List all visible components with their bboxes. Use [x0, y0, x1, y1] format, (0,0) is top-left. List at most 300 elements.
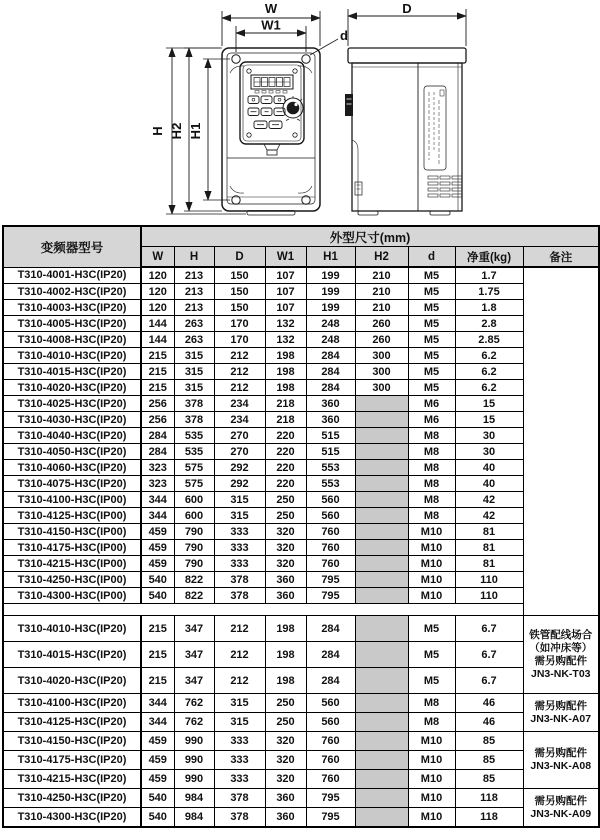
- col-header-h: H: [174, 247, 214, 268]
- mounting-hole-icon: [302, 55, 310, 63]
- side-label-icon: [355, 182, 362, 195]
- value-cell: 170: [214, 332, 265, 348]
- value-cell: 575: [174, 460, 214, 476]
- value-cell: 344: [141, 694, 174, 713]
- value-cell: 215: [141, 642, 174, 668]
- remark-cell: 需另购配件 JN3-NK-A09: [523, 789, 599, 828]
- table-row: [3, 556, 599, 572]
- remark-cell: 需另购配件 JN3-NK-A08: [523, 732, 599, 789]
- value-cell: [355, 770, 408, 789]
- value-cell: 323: [141, 476, 174, 492]
- table-row: [3, 332, 599, 348]
- table-row: [3, 284, 599, 300]
- value-cell: [355, 572, 408, 588]
- dim-label-w: W: [264, 1, 278, 16]
- value-cell: 540: [141, 572, 174, 588]
- value-cell: 212: [214, 348, 265, 364]
- value-cell: 320: [265, 751, 306, 770]
- value-cell: 15: [455, 396, 523, 412]
- value-cell: M5: [408, 267, 455, 284]
- value-cell: 250: [265, 492, 306, 508]
- value-cell: 284: [306, 364, 355, 380]
- value-cell: 107: [265, 300, 306, 316]
- value-cell: 107: [265, 267, 306, 284]
- dim-label-w1: W1: [261, 17, 281, 33]
- table-row: [3, 460, 599, 476]
- col-header-w: W: [141, 247, 174, 268]
- value-cell: 984: [174, 789, 214, 808]
- value-cell: 795: [306, 808, 355, 828]
- value-cell: 822: [174, 572, 214, 588]
- model-cell: T310-4125-H3C(IP20): [3, 713, 141, 732]
- col-header-weight: 净重(kg): [455, 247, 523, 268]
- value-cell: M5: [408, 316, 455, 332]
- value-cell: 360: [306, 396, 355, 412]
- value-cell: [355, 732, 408, 751]
- dimension-drawings: [0, 0, 600, 225]
- model-cell: T310-4020-H3C(IP20): [3, 668, 141, 694]
- value-cell: 30: [455, 428, 523, 444]
- model-cell: T310-4125-H3C(IP00): [3, 508, 141, 524]
- value-cell: 248: [306, 316, 355, 332]
- value-cell: M8: [408, 476, 455, 492]
- value-cell: 6.2: [455, 364, 523, 380]
- table-row: [3, 316, 599, 332]
- value-cell: 535: [174, 444, 214, 460]
- value-cell: 250: [265, 694, 306, 713]
- value-cell: 333: [214, 524, 265, 540]
- value-cell: 212: [214, 616, 265, 642]
- value-cell: 515: [306, 444, 355, 460]
- value-cell: 540: [141, 808, 174, 828]
- model-cell: T310-4100-H3C(IP20): [3, 694, 141, 713]
- value-cell: 212: [214, 668, 265, 694]
- value-cell: 263: [174, 332, 214, 348]
- model-cell: T310-4250-H3C(IP00): [3, 572, 141, 588]
- value-cell: 220: [265, 460, 306, 476]
- value-cell: M8: [408, 508, 455, 524]
- front-dimension-lines: [166, 11, 338, 214]
- value-cell: M5: [408, 364, 455, 380]
- value-cell: 260: [355, 316, 408, 332]
- value-cell: 256: [141, 412, 174, 428]
- value-cell: 320: [265, 556, 306, 572]
- value-cell: 459: [141, 751, 174, 770]
- value-cell: 292: [214, 460, 265, 476]
- value-cell: 220: [265, 444, 306, 460]
- value-cell: M5: [408, 380, 455, 396]
- value-cell: 81: [455, 556, 523, 572]
- value-cell: 85: [455, 732, 523, 751]
- value-cell: 284: [141, 428, 174, 444]
- value-cell: [355, 588, 408, 604]
- value-cell: 1.8: [455, 300, 523, 316]
- value-cell: 762: [174, 694, 214, 713]
- value-cell: 6.2: [455, 348, 523, 364]
- value-cell: 42: [455, 508, 523, 524]
- value-cell: 560: [306, 508, 355, 524]
- value-cell: 210: [355, 284, 408, 300]
- separator-row: [3, 604, 599, 616]
- model-cell: T310-4001-H3C(IP20): [3, 267, 141, 284]
- value-cell: 218: [265, 396, 306, 412]
- value-cell: 790: [174, 524, 214, 540]
- value-cell: 213: [174, 300, 214, 316]
- value-cell: 300: [355, 348, 408, 364]
- value-cell: 210: [355, 300, 408, 316]
- value-cell: 215: [141, 364, 174, 380]
- value-cell: 132: [265, 332, 306, 348]
- screw-icon: [247, 133, 251, 137]
- value-cell: 760: [306, 770, 355, 789]
- value-cell: 198: [265, 668, 306, 694]
- model-cell: T310-4010-H3C(IP20): [3, 348, 141, 364]
- value-cell: M5: [408, 616, 455, 642]
- table-row: [3, 476, 599, 492]
- table-row: [3, 540, 599, 556]
- value-cell: M10: [408, 588, 455, 604]
- table-row: [3, 694, 599, 713]
- value-cell: 315: [174, 348, 214, 364]
- value-cell: 292: [214, 476, 265, 492]
- model-cell: T310-4003-H3C(IP20): [3, 300, 141, 316]
- value-cell: 790: [174, 540, 214, 556]
- value-cell: 110: [455, 572, 523, 588]
- model-cell: T310-4060-H3C(IP20): [3, 460, 141, 476]
- col-header-h1: H1: [306, 247, 355, 268]
- value-cell: 760: [306, 540, 355, 556]
- value-cell: M10: [408, 770, 455, 789]
- panel-connector: [264, 144, 280, 150]
- vent-slots-icon: [428, 176, 462, 197]
- table-row: [3, 508, 599, 524]
- value-cell: 344: [141, 492, 174, 508]
- keypad-buttons-icon: [248, 96, 285, 129]
- value-cell: 300: [355, 364, 408, 380]
- value-cell: 1.75: [455, 284, 523, 300]
- value-cell: [355, 668, 408, 694]
- value-cell: M10: [408, 540, 455, 556]
- table-row: [3, 364, 599, 380]
- value-cell: 6.7: [455, 642, 523, 668]
- value-cell: 144: [141, 316, 174, 332]
- value-cell: 212: [214, 642, 265, 668]
- value-cell: 822: [174, 588, 214, 604]
- digital-display-icon: [251, 75, 293, 93]
- value-cell: 600: [174, 492, 214, 508]
- value-cell: M8: [408, 444, 455, 460]
- table-row: [3, 267, 599, 284]
- value-cell: 250: [265, 713, 306, 732]
- remark-cell: 需另购配件 JN3-NK-A07: [523, 694, 599, 732]
- value-cell: 81: [455, 524, 523, 540]
- value-cell: 360: [306, 412, 355, 428]
- value-cell: 459: [141, 524, 174, 540]
- value-cell: 2.85: [455, 332, 523, 348]
- value-cell: [355, 642, 408, 668]
- value-cell: 213: [174, 284, 214, 300]
- model-cell: T310-4010-H3C(IP20): [3, 616, 141, 642]
- value-cell: 220: [265, 476, 306, 492]
- value-cell: 46: [455, 713, 523, 732]
- model-cell: T310-4002-H3C(IP20): [3, 284, 141, 300]
- table-row: [3, 616, 599, 642]
- value-cell: M8: [408, 713, 455, 732]
- value-cell: 150: [214, 284, 265, 300]
- value-cell: 150: [214, 300, 265, 316]
- value-cell: 220: [265, 428, 306, 444]
- mounting-hole-icon: [232, 55, 240, 63]
- value-cell: 40: [455, 460, 523, 476]
- value-cell: 600: [174, 508, 214, 524]
- value-cell: 213: [174, 267, 214, 284]
- value-cell: 347: [174, 642, 214, 668]
- value-cell: 300: [355, 380, 408, 396]
- value-cell: 575: [174, 476, 214, 492]
- value-cell: 760: [306, 524, 355, 540]
- value-cell: 85: [455, 751, 523, 770]
- screw-icon: [247, 69, 251, 73]
- value-cell: 198: [265, 380, 306, 396]
- value-cell: 215: [141, 348, 174, 364]
- value-cell: 284: [306, 668, 355, 694]
- value-cell: 515: [306, 428, 355, 444]
- value-cell: 315: [214, 508, 265, 524]
- value-cell: 360: [265, 789, 306, 808]
- value-cell: M5: [408, 332, 455, 348]
- dimensions-table: [2, 225, 600, 828]
- value-cell: 85: [455, 770, 523, 789]
- value-cell: 553: [306, 460, 355, 476]
- value-cell: 284: [306, 616, 355, 642]
- model-cell: T310-4300-H3C(IP20): [3, 808, 141, 828]
- header-row-group: [3, 226, 599, 247]
- value-cell: 120: [141, 300, 174, 316]
- table-row: [3, 572, 599, 588]
- value-cell: M8: [408, 428, 455, 444]
- value-cell: M8: [408, 694, 455, 713]
- value-cell: 360: [265, 808, 306, 828]
- value-cell: M10: [408, 789, 455, 808]
- table-row: [3, 751, 599, 770]
- table-row: [3, 808, 599, 828]
- value-cell: [355, 713, 408, 732]
- model-cell: T310-4075-H3C(IP20): [3, 476, 141, 492]
- value-cell: 323: [141, 460, 174, 476]
- value-cell: 333: [214, 770, 265, 789]
- table-row: [3, 444, 599, 460]
- col-header-model: 变频器型号: [3, 226, 141, 267]
- table-row: [3, 588, 599, 604]
- value-cell: 333: [214, 540, 265, 556]
- nameplate-icon: [424, 86, 446, 170]
- model-cell: T310-4025-H3C(IP20): [3, 396, 141, 412]
- value-cell: 360: [265, 572, 306, 588]
- table-row: [3, 642, 599, 668]
- table-row: [3, 713, 599, 732]
- side-view-drawing: [345, 48, 466, 215]
- table-row: [3, 300, 599, 316]
- value-cell: 212: [214, 380, 265, 396]
- value-cell: 2.8: [455, 316, 523, 332]
- remark-cell-empty: [523, 267, 599, 616]
- value-cell: 347: [174, 668, 214, 694]
- col-header-w1: W1: [265, 247, 306, 268]
- value-cell: M5: [408, 300, 455, 316]
- value-cell: 234: [214, 412, 265, 428]
- value-cell: 378: [214, 808, 265, 828]
- value-cell: 760: [306, 732, 355, 751]
- value-cell: [355, 476, 408, 492]
- value-cell: 120: [141, 284, 174, 300]
- value-cell: 198: [265, 364, 306, 380]
- value-cell: 320: [265, 732, 306, 751]
- model-cell: T310-4175-H3C(IP00): [3, 540, 141, 556]
- value-cell: 248: [306, 332, 355, 348]
- dim-label-h: H: [150, 126, 165, 136]
- remark-cell: 铁管配线场合 （如冲床等） 需另购配件 JN3-NK-T03: [523, 616, 599, 694]
- table-row: [3, 348, 599, 364]
- value-cell: 347: [174, 616, 214, 642]
- value-cell: 378: [214, 789, 265, 808]
- value-cell: 560: [306, 713, 355, 732]
- col-header-remark: 备注: [523, 247, 599, 268]
- value-cell: 46: [455, 694, 523, 713]
- value-cell: [355, 444, 408, 460]
- value-cell: 795: [306, 588, 355, 604]
- value-cell: 760: [306, 556, 355, 572]
- table-row: [3, 492, 599, 508]
- value-cell: 284: [306, 348, 355, 364]
- value-cell: 198: [265, 642, 306, 668]
- value-cell: 984: [174, 808, 214, 828]
- value-cell: 210: [355, 267, 408, 284]
- value-cell: [355, 412, 408, 428]
- model-cell: T310-4250-H3C(IP20): [3, 789, 141, 808]
- table-row: [3, 668, 599, 694]
- value-cell: [355, 508, 408, 524]
- value-cell: 553: [306, 476, 355, 492]
- value-cell: M10: [408, 732, 455, 751]
- table-row: [3, 428, 599, 444]
- dim-label-d-hole: d: [340, 28, 348, 43]
- table-row: [3, 732, 599, 751]
- model-cell: T310-4215-H3C(IP00): [3, 556, 141, 572]
- keypad-panel: [240, 62, 304, 155]
- value-cell: 315: [214, 694, 265, 713]
- model-cell: T310-4050-H3C(IP20): [3, 444, 141, 460]
- col-header-h2: H2: [355, 247, 408, 268]
- col-header-dhole: d: [408, 247, 455, 268]
- model-cell: T310-4300-H3C(IP00): [3, 588, 141, 604]
- value-cell: 378: [214, 572, 265, 588]
- value-cell: M8: [408, 460, 455, 476]
- drawings-svg: [0, 0, 600, 225]
- value-cell: 459: [141, 732, 174, 751]
- value-cell: 990: [174, 751, 214, 770]
- value-cell: 198: [265, 348, 306, 364]
- value-cell: [355, 556, 408, 572]
- model-cell: T310-4040-H3C(IP20): [3, 428, 141, 444]
- value-cell: 540: [141, 588, 174, 604]
- mounting-tab-icon: [345, 94, 353, 116]
- value-cell: M5: [408, 668, 455, 694]
- value-cell: 320: [265, 540, 306, 556]
- value-cell: 333: [214, 751, 265, 770]
- value-cell: [355, 540, 408, 556]
- value-cell: M5: [408, 348, 455, 364]
- value-cell: 6.7: [455, 668, 523, 694]
- value-cell: M6: [408, 412, 455, 428]
- value-cell: 212: [214, 364, 265, 380]
- model-cell: T310-4030-H3C(IP20): [3, 412, 141, 428]
- value-cell: 459: [141, 540, 174, 556]
- model-cell: T310-4015-H3C(IP20): [3, 642, 141, 668]
- separator-cell: [3, 604, 523, 616]
- table-row: [3, 524, 599, 540]
- value-cell: M5: [408, 642, 455, 668]
- value-cell: 540: [141, 789, 174, 808]
- value-cell: 284: [141, 444, 174, 460]
- value-cell: 260: [355, 332, 408, 348]
- table-row: [3, 412, 599, 428]
- value-cell: 199: [306, 300, 355, 316]
- value-cell: M8: [408, 492, 455, 508]
- value-cell: 110: [455, 588, 523, 604]
- value-cell: 535: [174, 428, 214, 444]
- value-cell: M10: [408, 808, 455, 828]
- value-cell: 344: [141, 508, 174, 524]
- value-cell: [355, 694, 408, 713]
- value-cell: 990: [174, 732, 214, 751]
- value-cell: 320: [265, 524, 306, 540]
- value-cell: 270: [214, 428, 265, 444]
- value-cell: 215: [141, 668, 174, 694]
- value-cell: 378: [174, 412, 214, 428]
- value-cell: 120: [141, 267, 174, 284]
- value-cell: 118: [455, 808, 523, 828]
- value-cell: 256: [141, 396, 174, 412]
- value-cell: 333: [214, 556, 265, 572]
- value-cell: 218: [265, 412, 306, 428]
- value-cell: 459: [141, 770, 174, 789]
- value-cell: M5: [408, 284, 455, 300]
- knob-icon: [283, 96, 303, 121]
- model-cell: T310-4008-H3C(IP20): [3, 332, 141, 348]
- value-cell: 6.2: [455, 380, 523, 396]
- value-cell: 132: [265, 316, 306, 332]
- value-cell: 333: [214, 732, 265, 751]
- value-cell: 315: [214, 713, 265, 732]
- value-cell: 40: [455, 476, 523, 492]
- value-cell: 315: [174, 380, 214, 396]
- value-cell: [355, 428, 408, 444]
- screw-icon: [293, 69, 297, 73]
- value-cell: [355, 460, 408, 476]
- value-cell: 198: [265, 616, 306, 642]
- value-cell: [355, 396, 408, 412]
- value-cell: 250: [265, 508, 306, 524]
- value-cell: [355, 524, 408, 540]
- value-cell: 560: [306, 492, 355, 508]
- value-cell: 215: [141, 616, 174, 642]
- value-cell: 284: [306, 642, 355, 668]
- table-row: [3, 396, 599, 412]
- value-cell: [355, 751, 408, 770]
- model-cell: T310-4015-H3C(IP20): [3, 364, 141, 380]
- value-cell: 199: [306, 267, 355, 284]
- value-cell: M10: [408, 524, 455, 540]
